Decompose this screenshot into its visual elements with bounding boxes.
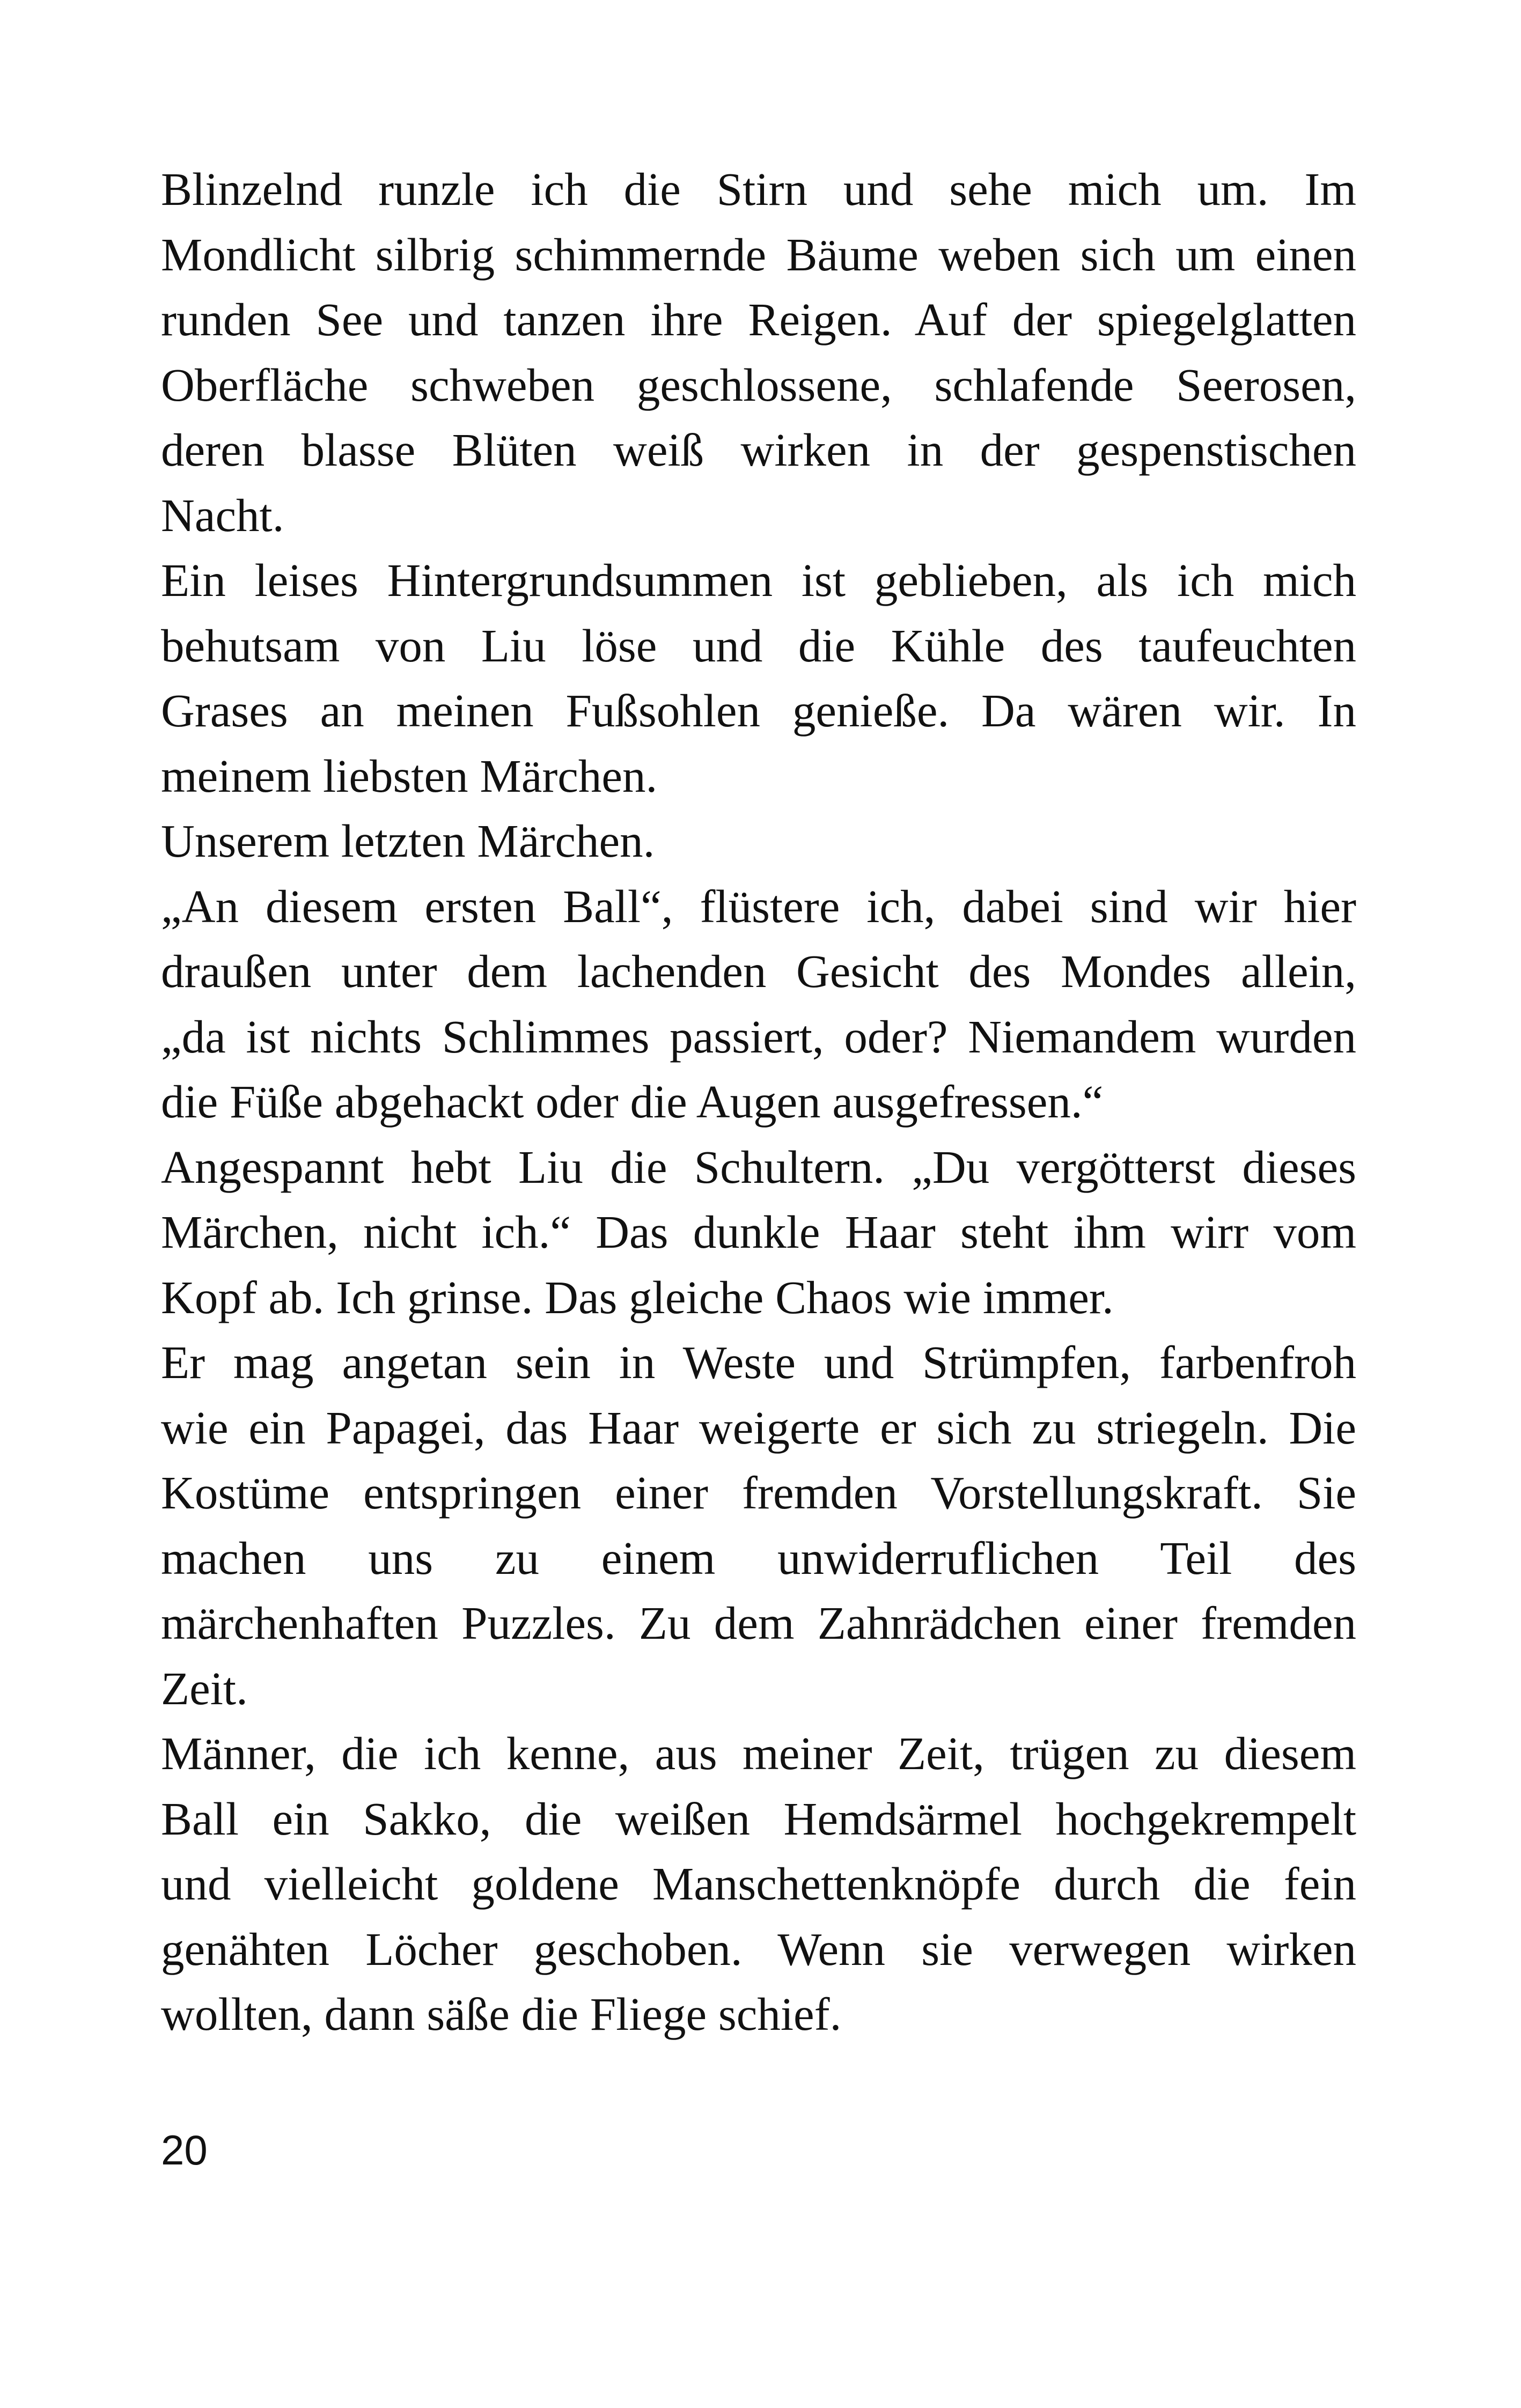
text-line: „da ist nichts Schlimmes passiert, oder? Niemandem wurden [161, 1010, 1356, 1063]
text-line: draußen unter dem lachenden Gesicht des Mondes allein, [161, 945, 1356, 997]
paragraph [161, 1135, 1356, 1330]
text-line: Kostüme entspringen einer fremden Vorstellungskraft. Sie [161, 1467, 1356, 1519]
text-line: wollten, dann säße die Fliege schief. [161, 1988, 842, 2040]
text-line: die Füße abgehackt oder die Augen ausgefressen.“ [161, 1076, 1104, 1128]
text-line: wie ein Papagei, das Haar weigerte er sich zu striegeln. Die [161, 1401, 1356, 1454]
text-line: behutsam von Liu löse und die Kühle des taufeuchten [161, 619, 1356, 672]
text-line: Angespannt hebt Liu die Schultern. „Du vergötterst dieses [161, 1140, 1356, 1193]
text-line: Mondlicht silbrig schimmernde Bäume weben sich um einen [161, 228, 1356, 281]
text-line: genähten Löcher geschoben. Wenn sie verwegen wirken [161, 1923, 1356, 1975]
text-line: Nacht. [161, 489, 284, 541]
text-line: märchenhaften Puzzles. Zu dem Zahnrädchen einer fremden [161, 1597, 1356, 1649]
text-line: Blinzelnd runzle ich die Stirn und sehe mich um. Im [161, 163, 1356, 215]
text-line: Männer, die ich kenne, aus meiner Zeit, trügen zu diesem [161, 1727, 1356, 1779]
text-line: Grases an meinen Fußsohlen genieße. Da wären wir. In [161, 684, 1356, 737]
body-text [161, 157, 1356, 2047]
text-line: Zeit. [161, 1662, 248, 1714]
paragraph [161, 1721, 1356, 2047]
paragraph [161, 548, 1356, 808]
text-line: Märchen, nicht ich.“ Das dunkle Haar steht ihm wirr vom [161, 1206, 1356, 1258]
text-line: runden See und tanzen ihre Reigen. Auf der spiegelglatten [161, 293, 1356, 345]
text-line: und vielleicht goldene Manschettenknöpfe durch die fein [161, 1858, 1356, 1910]
text-line: Er mag angetan sein in Weste und Strümpfen, farbenfroh [161, 1336, 1356, 1388]
paragraph [161, 157, 1356, 548]
paragraph [161, 874, 1356, 1135]
paragraph [161, 1330, 1356, 1721]
page-number: 20 [161, 2126, 208, 2174]
text-line: meinem liebsten Märchen. [161, 749, 658, 802]
text-line: Oberfläche schweben geschlossene, schlafende Seerosen, [161, 358, 1356, 411]
text-line: „An diesem ersten Ball“, flüstere ich, dabei sind wir hier [161, 880, 1356, 932]
text-line: Ball ein Sakko, die weißen Hemdsärmel hochgekrempelt [161, 1792, 1356, 1845]
text-line: Unserem letzten Märchen. [161, 815, 655, 867]
text-line: deren blasse Blüten weiß wirken in der gespenstischen [161, 424, 1356, 476]
text-line: Ein leises Hintergrundsummen ist geblieben, als ich mich [161, 554, 1356, 606]
text-line: Kopf ab. Ich grinse. Das gleiche Chaos wie immer. [161, 1271, 1114, 1323]
text-line: machen uns zu einem unwiderruflichen Teil des [161, 1531, 1356, 1584]
paragraph [161, 808, 1356, 874]
